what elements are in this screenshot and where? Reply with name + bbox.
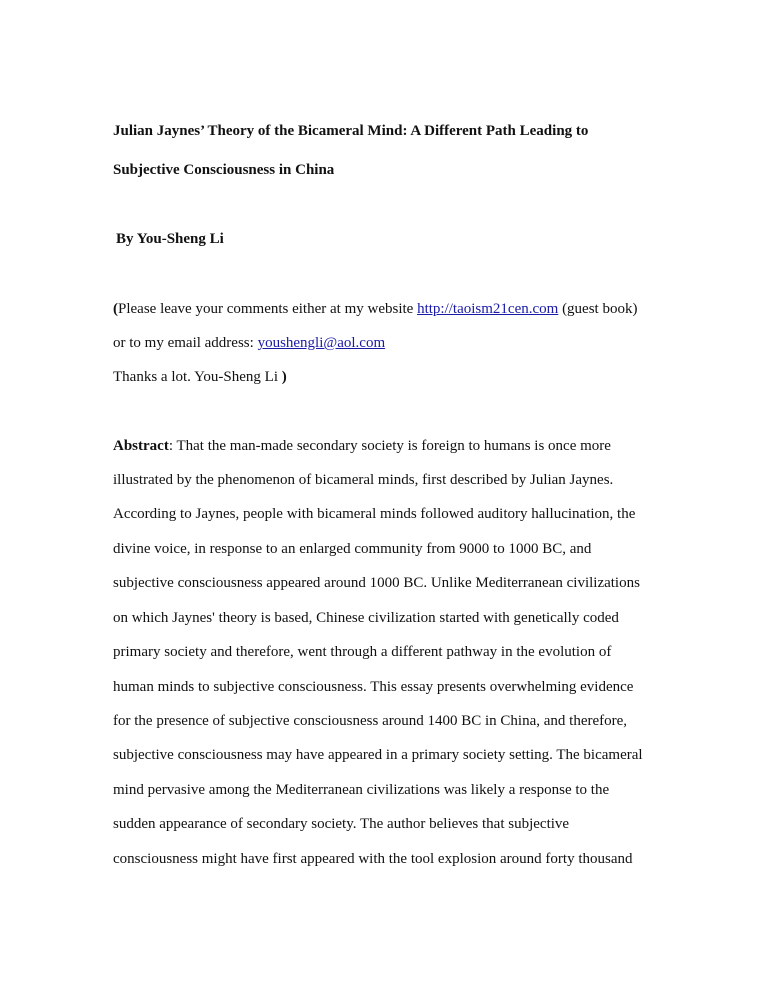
abstract-line-0 [113,437,611,455]
comments-line-2 [113,334,385,352]
abstract-line: mind pervasive among the Mediterranean civilizations was likely a response to the [113,782,610,798]
abstract-line: on which Jaynes' theory is based, Chinese civilization started with genetically coded [113,610,619,626]
comments-text-3: Thanks a lot. You-Sheng Li [113,369,282,385]
comments-line-1 [113,300,637,318]
abstract-line: subjective consciousness may have appeared in a primary society setting. The bicameral [113,747,643,763]
open-paren: ( [113,301,118,317]
abstract-line: human minds to subjective consciousness. This essay presents overwhelming evidence [113,679,634,695]
abstract-label: Abstract [113,438,169,454]
abstract-line: divine voice, in response to an enlarged community from 9000 to 1000 BC, and [113,541,592,557]
close-paren: ) [281,369,287,385]
abstract-line: for the presence of subjective consciousness around 1400 BC in China, and therefore, [113,713,628,729]
abstract-first-line: : That the man-made secondary society is foreign to humans is once more [168,438,611,454]
title-line-1: Julian Jaynes’ Theory of the Bicameral Mind: A Different Path Leading to [113,123,589,139]
abstract-line: primary society and therefore, went through a different pathway in the evolution of [113,644,612,660]
abstract-line: According to Jaynes, people with bicameral minds followed auditory hallucination, the [113,506,636,522]
comments-text-2: or to my email address: [113,335,258,351]
abstract-line: sudden appearance of secondary society. The author believes that subjective [113,816,570,832]
comments-text-1-after: (guest book) [558,301,638,317]
comments-line-3 [113,368,287,386]
comments-text-1: Please leave your comments either at my website [118,301,418,317]
abstract-line: consciousness might have first appeared with the tool explosion around forty thousand [113,851,633,867]
byline: By You-Sheng Li [116,231,224,247]
title-line-2: Subjective Consciousness in China [113,162,335,178]
email-link[interactable]: youshengli@aol.com [257,335,386,351]
abstract-line: illustrated by the phenomenon of bicameral minds, first described by Julian Jaynes. [113,472,614,488]
website-link[interactable]: http://taoism21cen.com [417,301,559,317]
abstract-line: subjective consciousness appeared around 1000 BC. Unlike Mediterranean civilizations [113,575,640,591]
